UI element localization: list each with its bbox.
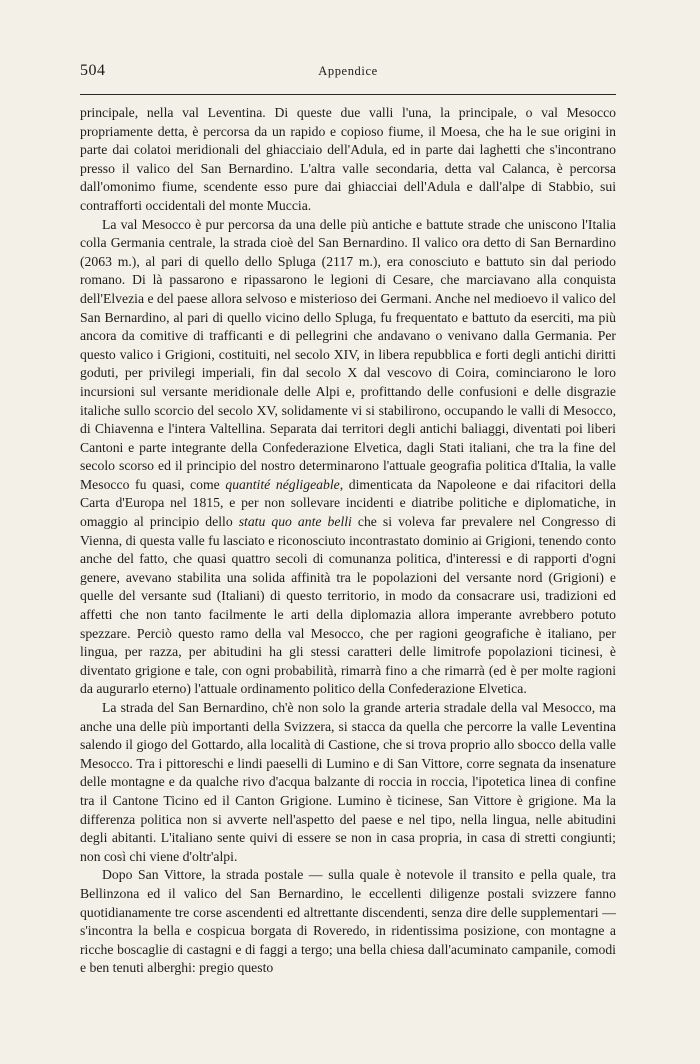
body-text [80, 104, 616, 978]
header-rule [80, 94, 616, 95]
paragraph: La strada del San Bernardino, ch'è non solo la grande arteria stradale della val Mesocco, ma anche una delle più importanti della Svizzera, si stacca da quella che percorre la valle Leventina salendo il giogo del Gottardo, alla località di Castione, che si trova proprio allo sbocco della valle Mesocco. Tra i pittoreschi e lindi paeselli di Lumino e di San Vittore, corre segnata da insenature delle montagne e da qualche rivo d'acqua balzante di roccia in roccia, l'ipotetica linea di confine tra il Cantone Ticino ed il Canton Grigione. Lumino è ticinese, San Vittore è grigione. Ma la differenza politica non si avverte nell'aspetto del paese e nel tipo, nella lingua, nelle abitudini degli abitanti. L'italiano sente quivi di essere se non in casa propria, in casa di stretti congiunti; non così chi viene d'oltr'alpi. [80, 700, 616, 864]
paragraph: Dopo San Vittore, la strada postale — sulla quale è notevole il transito e pella quale, tra Bellinzona ed il valico del San Bernardino, le eccellenti diligenze postali svizzere fanno quotidianamente tre corse ascendenti ed altrettante discendenti, senza dire delle supplementari — s'incontra la bella e cospicua borgata di Roveredo, in ridentissima posizione, con montagne a ricche boscaglie di castagni e di faggi a tergo; una bella chiesa dall'acuminato campanile, comodi e ben tenuti alberghi: pregio questo [80, 867, 616, 976]
italic-phrase: quantité négligeable [225, 476, 340, 492]
paragraph [80, 216, 616, 699]
paragraph-text: che si voleva far prevalere nel Congresso di Vienna, di questa valle fu lasciato e riconosciuto incontrastato dominio ai Grigioni, tenendo conto anche del fatto, che quasi quattro secoli di comunanza politica, d'interessi e di rapporti d'ogni genere, avevano stabilita una solida affinità tra le popolazioni del versante nord (Grigioni) e quelle del versante sud (Italiani) di questo territorio, in modo da consacrare usi, tradizioni ed affetti che non tanto facilmente le arti della diplomazia allora imperante avrebbero potuto spezzare. Perciò questo ramo della val Mesocco, che per ragioni geografiche è italiano, per lingua, per razza, per abitudini ha gli stessi caratteri delle limitrofe popolazioni ticinesi, è diventato grigione e tale, con ogni probabilità, rimarrà fino a che rimarrà (ed è per molte ragioni da augurarlo eterno) l'attuale ordinamento politico della Confederazione Elvetica. [80, 514, 616, 697]
paragraph-text: , dimenticata da Napoleone e dai rifacitori della Carta d'Europa nel 1815, e per non sollevare incidenti e diatribe politiche e diplomatiche, in omaggio al principio dello [80, 476, 616, 530]
italic-phrase: statu quo ante belli [238, 514, 352, 530]
page-header [80, 62, 616, 84]
running-title: Appendice [318, 64, 378, 78]
paragraph: principale, nella val Leventina. Di queste due valli l'una, la principale, o val Mesocco propriamente detta, è percorsa da un rapido e copioso fiume, il Moesa, che ha le sue origini in parte dai colatoi meridionali del ghiacciaio dell'Adula, ed in parte dai laghetti che s'incontrano presso il valico del San Bernardino. L'altra valle secondaria, detta val Calanca, è percorsa dall'omonimo fiume, scendente esso pure dai ghiacciai dell'Adula e dall'alpe di Stabbio, sui contrafforti occidentali del monte Muccia. [80, 105, 616, 213]
page-number: 504 [80, 62, 106, 79]
paragraph-text: La val Mesocco è pur percorsa da una delle più antiche e battute strade che uniscono l'Italia colla Germania centrale, la strada cioè del San Bernardino. Il valico ora detto di San Bernardino (2063 m.), al pari di quello dello Spluga (2117 m.), era conosciuto e battuto sin dal periodo romano. Di là passarono e ripassarono le legioni di Cesare, che marciavano alla conquista dell'Elvezia e del paese allora selvoso e misterioso dei Germani. Anche nel medioevo il valico del San Bernardino, al pari di quello vicino dello Spluga, fu frequentato e battuto da eserciti, ma più ancora da comitive di trafficanti e di pellegrini che andavano o venivano dalla Germania. Per questo valico i Grigioni, costituiti, nel secolo XIV, in libera repubblica e forti degli antichi diritti goduti, per privilegi imperiali, fin dal secolo X dal vescovo di Coira, cominciarono le loro incursioni sul versante meridionale delle Alpi e, profittando delle confusioni e delle disgrazie italiche sullo scorcio del secolo XV, solidamente vi si stabilirono, occupando le valli di Mesocco, di Chiavenna e l'intera Valtellina. Separata dai territori degli antichi baliaggi, diventati poi liberi Cantoni e parte integrante della Confederazione Elvetica, dagli Stati italiani, che tra la fine del secolo scorso ed il principio del nostro determinarono l'attuale geografia politica d'Italia, la valle Mesocco fu quasi, come [80, 216, 616, 492]
